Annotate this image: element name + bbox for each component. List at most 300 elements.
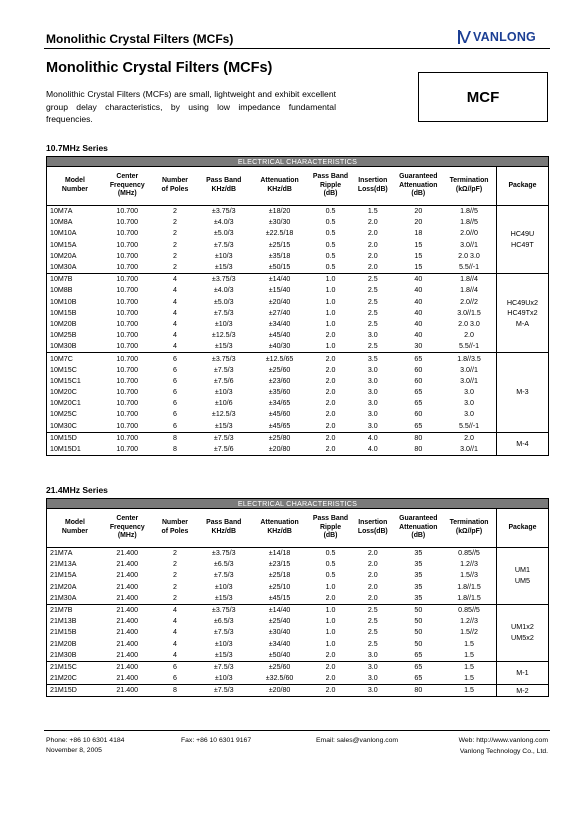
guaranteed-attenuation-cell: 35 xyxy=(394,593,442,605)
pass-band-cell: ±3.75/3 xyxy=(211,354,236,363)
poles-cell: 6 xyxy=(172,399,177,408)
column-header-line: Frequency xyxy=(109,523,145,531)
column-header-line: (kΩ//pF) xyxy=(455,186,483,193)
column-header-line: (dB) xyxy=(323,190,338,198)
model-cell: 21M15B xyxy=(50,628,77,637)
attenuation-cell: ±27/40 xyxy=(268,308,291,317)
poles-cell: 8 xyxy=(172,433,177,442)
frequency-cell: 21.400 xyxy=(103,685,152,697)
model-cell: 10M15C1 xyxy=(50,376,81,385)
frequency-cell: 10.700 xyxy=(116,251,139,260)
termination-cell: 3.0 xyxy=(464,410,474,419)
termination-cell: 1.8//5 xyxy=(460,207,478,216)
model-cell: 10M8A xyxy=(50,218,73,227)
attenuation-cell: ±22.5/18 xyxy=(265,229,294,238)
table-row xyxy=(47,421,549,433)
table-row xyxy=(47,297,549,308)
insertion-loss-cell: 2.5 xyxy=(367,639,378,648)
column-header-line: Loss(dB) xyxy=(357,528,388,535)
insertion-loss-cell: 2.5 xyxy=(367,275,378,284)
frequency-cell: 21.400 xyxy=(103,673,152,685)
package-cell xyxy=(496,353,548,432)
ripple-cell: 1.0 xyxy=(325,319,336,328)
ripple-cell: 2.0 xyxy=(325,376,336,385)
guaranteed-attenuation-cell: 80 xyxy=(394,444,442,456)
poles-cell: 4 xyxy=(172,617,177,626)
ripple-cell: 2.0 xyxy=(325,365,336,374)
guaranteed-attenuation-cell: 35 xyxy=(414,582,423,591)
poles-cell: 4 xyxy=(172,308,177,317)
termination-cell: 2.0 3.0 xyxy=(458,251,480,260)
spec-table-10-7mhz xyxy=(46,156,549,456)
ripple-cell: 0.5 xyxy=(325,560,336,569)
col-attenuation-header xyxy=(249,167,310,206)
ripple-cell: 2.0 xyxy=(310,421,351,433)
frequency-cell: 10.700 xyxy=(116,376,139,385)
table-row xyxy=(47,444,549,456)
guaranteed-attenuation-cell: 60 xyxy=(414,365,423,374)
col-poles-header xyxy=(152,167,199,206)
package-cell xyxy=(496,604,548,661)
model-cell: 21M7B xyxy=(50,606,73,615)
column-header-line: Ripple xyxy=(319,181,342,189)
termination-cell: 1.8//5 xyxy=(460,218,478,227)
guaranteed-attenuation-cell: 65 xyxy=(414,662,423,671)
model-cell: 21M15A xyxy=(50,571,77,580)
pass-band-cell: ±10/3 xyxy=(214,582,233,591)
table-row xyxy=(47,251,549,262)
table-row xyxy=(47,673,549,685)
frequency-cell: 10.700 xyxy=(103,421,152,433)
table-row xyxy=(47,217,549,228)
attenuation-cell: ±50/15 xyxy=(249,262,310,274)
pass-band-cell: ±7.5/6 xyxy=(213,376,234,385)
ripple-cell: 2.0 xyxy=(310,685,351,697)
pass-band-cell: ±3.75/3 xyxy=(211,207,236,216)
pass-band-cell: ±7.5/3 xyxy=(213,240,234,249)
column-header-line: Attenuation xyxy=(399,181,438,189)
pass-band-cell: ±15/3 xyxy=(198,421,249,433)
model-cell: 21M7A xyxy=(50,549,73,558)
col-ripple-header xyxy=(310,509,351,548)
pass-band-cell: ±15/3 xyxy=(198,593,249,605)
frequency-cell: 10.700 xyxy=(116,399,139,408)
attenuation-cell: ±45/40 xyxy=(268,331,291,340)
ripple-cell: 1.0 xyxy=(325,639,336,648)
frequency-cell: 21.400 xyxy=(116,617,139,626)
package-name: UM1x2 xyxy=(511,622,534,632)
termination-cell: 1.5//3 xyxy=(460,571,478,580)
column-header-line: of Poles xyxy=(161,528,189,535)
table-row xyxy=(47,661,549,673)
col-termination-header xyxy=(442,167,496,206)
guaranteed-attenuation-cell: 80 xyxy=(394,685,442,697)
table-row xyxy=(47,274,549,286)
attenuation-cell: ±23/60 xyxy=(268,376,291,385)
model-cell: 10M10B xyxy=(50,297,77,306)
model-cell: 10M25B xyxy=(50,331,77,340)
column-header-line: (dB) xyxy=(323,532,338,540)
poles-cell: 2 xyxy=(152,262,199,274)
frequency-cell: 21.400 xyxy=(116,582,139,591)
ripple-cell: 0.5 xyxy=(325,571,336,580)
poles-cell: 4 xyxy=(172,606,177,615)
ripple-cell: 2.0 xyxy=(325,388,336,397)
insertion-loss-cell: 2.5 xyxy=(367,628,378,637)
col-model-header xyxy=(47,509,103,548)
guaranteed-attenuation-cell: 15 xyxy=(414,240,423,249)
poles-cell: 2 xyxy=(152,593,199,605)
package-cell xyxy=(496,661,548,684)
termination-cell: 3.0//1 xyxy=(460,376,478,385)
poles-cell: 2 xyxy=(172,218,177,227)
model-cell: 10M30C xyxy=(47,421,103,433)
table-row xyxy=(47,387,549,398)
frequency-cell: 10.700 xyxy=(103,262,152,274)
package-name: UM5 xyxy=(514,575,531,585)
attenuation-cell: ±14/18 xyxy=(268,549,291,558)
table-row xyxy=(47,398,549,409)
ripple-cell: 2.0 xyxy=(310,444,351,456)
column-header-line: Pass Band xyxy=(312,173,349,181)
poles-cell: 4 xyxy=(172,331,177,340)
column-header-line: Loss(dB) xyxy=(357,186,388,193)
column-header-line: Number xyxy=(161,519,188,527)
pass-band-cell: ±6.5/3 xyxy=(213,560,234,569)
poles-cell: 2 xyxy=(172,571,177,580)
column-header-line: Ripple xyxy=(319,523,342,531)
guaranteed-attenuation-cell: 50 xyxy=(414,606,423,615)
column-header-line: Pass Band xyxy=(206,177,242,185)
poles-cell: 6 xyxy=(172,376,177,385)
insertion-loss-cell: 3.0 xyxy=(367,331,378,340)
attenuation-cell: ±45/15 xyxy=(249,593,310,605)
model-cell: 10M15D xyxy=(50,433,77,442)
vanlong-logo-icon xyxy=(458,30,472,44)
ripple-cell: 1.0 xyxy=(325,275,336,284)
table-row xyxy=(47,650,549,662)
guaranteed-attenuation-cell: 35 xyxy=(414,560,423,569)
attenuation-cell: ±50/40 xyxy=(249,650,310,662)
frequency-cell: 21.400 xyxy=(116,628,139,637)
ripple-cell: 0.5 xyxy=(325,251,336,260)
table-row xyxy=(47,228,549,239)
insertion-loss-cell: 3.0 xyxy=(367,365,378,374)
poles-cell: 6 xyxy=(172,410,177,419)
frequency-cell: 10.700 xyxy=(116,275,139,284)
table-row xyxy=(47,376,549,387)
termination-cell: 3.0 xyxy=(464,388,474,397)
section-title-21-4mhz: 21.4MHz Series xyxy=(46,485,108,495)
guaranteed-attenuation-cell: 30 xyxy=(394,341,442,353)
insertion-loss-cell: 4.0 xyxy=(351,444,394,456)
model-cell: 10M15C xyxy=(50,365,77,374)
column-header-line: Guaranteed xyxy=(399,173,438,181)
model-cell: 10M20B xyxy=(50,319,77,328)
poles-cell: 2 xyxy=(172,582,177,591)
col-package-header xyxy=(496,167,548,206)
pass-band-cell: ±10/3 xyxy=(214,388,233,397)
termination-cell: 0.85//5 xyxy=(458,606,480,615)
poles-cell: 2 xyxy=(172,229,177,238)
ripple-cell: 1.0 xyxy=(310,341,351,353)
col-package-header xyxy=(496,509,548,548)
guaranteed-attenuation-cell: 40 xyxy=(414,286,423,295)
model-cell: 10M30B xyxy=(47,341,103,353)
table-row xyxy=(47,685,549,697)
attenuation-cell: ±12.5/65 xyxy=(265,354,294,363)
pass-band-cell: ±7.5/3 xyxy=(213,662,234,671)
model-cell: 10M25C xyxy=(50,410,77,419)
frequency-cell: 21.400 xyxy=(103,593,152,605)
guaranteed-attenuation-cell: 40 xyxy=(414,331,423,340)
insertion-loss-cell: 3.0 xyxy=(351,685,394,697)
termination-cell: 1.8//1.5 xyxy=(442,593,496,605)
pass-band-cell: ±15/3 xyxy=(198,341,249,353)
header-title: Monolithic Crystal Filters (MCFs) xyxy=(46,32,234,46)
ripple-cell: 0.5 xyxy=(325,207,336,216)
insertion-loss-cell: 2.5 xyxy=(351,341,394,353)
insertion-loss-cell: 1.5 xyxy=(367,207,378,216)
pass-band-cell: ±10/3 xyxy=(214,251,233,260)
attenuation-cell: ±34/40 xyxy=(268,639,291,648)
pass-band-cell: ±12.5/3 xyxy=(211,331,236,340)
termination-cell: 1.5 xyxy=(442,650,496,662)
col-model-header xyxy=(47,167,103,206)
column-header-line: Guaranteed xyxy=(399,515,438,523)
column-header-line: KHz/dB xyxy=(267,186,292,193)
attenuation-cell: ±45/60 xyxy=(268,410,291,419)
insertion-loss-cell: 2.0 xyxy=(367,560,378,569)
table-row xyxy=(47,330,549,341)
table-row xyxy=(47,409,549,420)
guaranteed-attenuation-cell: 20 xyxy=(414,218,423,227)
insertion-loss-cell: 2.0 xyxy=(351,262,394,274)
frequency-cell: 10.700 xyxy=(116,388,139,397)
table-row xyxy=(47,548,549,560)
insertion-loss-cell: 2.0 xyxy=(367,582,378,591)
poles-cell: 2 xyxy=(172,207,177,216)
ripple-cell: 2.0 xyxy=(325,354,336,363)
model-cell: 10M15D1 xyxy=(47,444,103,456)
model-cell: 10M20C xyxy=(50,388,77,397)
attenuation-cell: ±15/40 xyxy=(268,286,291,295)
frequency-cell: 10.700 xyxy=(116,218,139,227)
model-cell: 10M15B xyxy=(50,308,77,317)
insertion-loss-cell: 2.5 xyxy=(367,297,378,306)
table-row xyxy=(47,627,549,638)
package-name: M-1 xyxy=(516,667,529,677)
attenuation-cell: ±20/40 xyxy=(268,297,291,306)
pass-band-cell: ±5.0/3 xyxy=(213,297,234,306)
column-header-line: Frequency xyxy=(109,181,145,189)
footer-company: Vanlong Technology Co., Ltd. xyxy=(459,748,548,755)
ripple-cell: 2.0 xyxy=(325,399,336,408)
footer-date: November 8, 2005 xyxy=(46,747,102,754)
poles-cell: 4 xyxy=(152,650,199,662)
frequency-cell: 10.700 xyxy=(103,341,152,353)
attenuation-cell: ±40/30 xyxy=(249,341,310,353)
ripple-cell: 1.0 xyxy=(325,308,336,317)
electrical-characteristics-band: ELECTRICAL CHARACTERISTICS xyxy=(47,157,549,167)
poles-cell: 4 xyxy=(172,639,177,648)
guaranteed-attenuation-cell: 35 xyxy=(414,571,423,580)
column-header-line: Insertion xyxy=(358,177,388,185)
guaranteed-attenuation-cell: 35 xyxy=(414,549,423,558)
frequency-cell: 10.700 xyxy=(116,240,139,249)
ripple-cell: 1.0 xyxy=(325,617,336,626)
package-cell xyxy=(496,685,548,697)
ripple-cell: 2.0 xyxy=(325,433,336,442)
poles-cell: 4 xyxy=(172,275,177,284)
package-cell xyxy=(496,432,548,455)
package-name: UM5x2 xyxy=(511,632,534,642)
termination-cell: 2.0//0 xyxy=(460,229,478,238)
ripple-cell: 0.5 xyxy=(325,229,336,238)
pass-band-cell: ±3.75/3 xyxy=(211,275,236,284)
pass-band-cell: ±7.5/3 xyxy=(213,628,234,637)
pass-band-cell: ±4.0/3 xyxy=(213,218,234,227)
model-cell: 10M20A xyxy=(50,251,77,260)
electrical-characteristics-band: ELECTRICAL CHARACTERISTICS xyxy=(47,499,549,509)
pass-band-cell: ±10/3 xyxy=(214,639,233,648)
column-header-line: (dB) xyxy=(411,532,426,540)
model-cell: 10M8B xyxy=(50,286,73,295)
attenuation-cell: ±14/40 xyxy=(268,606,291,615)
pass-band-cell: ±3.75/3 xyxy=(211,606,236,615)
termination-cell: 1.5 xyxy=(464,639,474,648)
model-cell: 21M13A xyxy=(50,560,77,569)
guaranteed-attenuation-cell: 40 xyxy=(414,275,423,284)
poles-cell: 4 xyxy=(172,319,177,328)
pass-band-cell: ±7.5/3 xyxy=(198,685,249,697)
model-cell: 21M30B xyxy=(47,650,103,662)
package-cell xyxy=(496,274,548,353)
table-row xyxy=(47,593,549,605)
termination-cell: 2.0 3.0 xyxy=(458,319,480,328)
footer-phone: Phone: +86 10 6301 4184 xyxy=(46,737,125,744)
col-frequency-header xyxy=(103,509,152,548)
table-row xyxy=(47,308,549,319)
model-cell: 10M15A xyxy=(50,240,77,249)
pass-band-cell: ±7.5/3 xyxy=(213,308,234,317)
package-name: M-4 xyxy=(516,438,529,448)
termination-cell: 1.8//4 xyxy=(460,286,478,295)
frequency-cell: 10.700 xyxy=(116,207,139,216)
insertion-loss-cell: 2.0 xyxy=(367,218,378,227)
table-row xyxy=(47,240,549,251)
guaranteed-attenuation-cell: 60 xyxy=(414,410,423,419)
attenuation-cell: ±14/40 xyxy=(268,275,291,284)
attenuation-cell: ±25/18 xyxy=(268,571,291,580)
guaranteed-attenuation-cell: 18 xyxy=(414,229,423,238)
model-cell: 10M7A xyxy=(50,207,73,216)
package-name: HC49Tx2 xyxy=(507,308,538,318)
attenuation-cell: ±25/60 xyxy=(268,365,291,374)
pass-band-cell: ±3.75/3 xyxy=(211,549,236,558)
poles-cell: 6 xyxy=(172,388,177,397)
insertion-loss-cell: 3.0 xyxy=(351,673,394,685)
guaranteed-attenuation-cell: 20 xyxy=(414,207,423,216)
insertion-loss-cell: 3.0 xyxy=(351,650,394,662)
ripple-cell: 0.5 xyxy=(310,262,351,274)
package-name: M-2 xyxy=(516,685,529,695)
model-cell: 21M20C xyxy=(47,673,103,685)
table-row xyxy=(47,262,549,274)
column-header-line: Termination xyxy=(449,519,489,527)
table-row xyxy=(47,432,549,444)
guaranteed-attenuation-cell: 65 xyxy=(414,399,423,408)
column-header-line: Insertion xyxy=(358,519,388,527)
poles-cell: 6 xyxy=(152,673,199,685)
column-header-line: Pass Band xyxy=(312,515,349,523)
termination-cell: 1.8//3.5 xyxy=(457,354,481,363)
column-header-line: KHz/dB xyxy=(211,528,236,535)
column-header-line: Pass Band xyxy=(206,519,242,527)
column-header-line: Attenuation xyxy=(260,519,299,527)
model-cell: 21M13B xyxy=(50,617,77,626)
termination-cell: 2.0 xyxy=(464,331,474,340)
pass-band-cell: ±5.0/3 xyxy=(213,229,234,238)
model-cell: 10M30A xyxy=(47,262,103,274)
attenuation-cell: ±25/80 xyxy=(268,433,291,442)
pass-band-cell: ±7.5/3 xyxy=(213,365,234,374)
column-header-line: (kΩ//pF) xyxy=(455,528,483,535)
col-frequency-header xyxy=(103,167,152,206)
model-cell: 21M15C xyxy=(50,662,77,671)
col-pass-band-header xyxy=(198,509,249,548)
frequency-cell: 21.400 xyxy=(116,549,139,558)
frequency-cell: 21.400 xyxy=(103,650,152,662)
insertion-loss-cell: 2.0 xyxy=(367,571,378,580)
attenuation-cell: ±25/15 xyxy=(268,240,291,249)
brand-name: VANLONG xyxy=(473,30,536,44)
column-header-line: Attenuation xyxy=(260,177,299,185)
guaranteed-attenuation-cell: 65 xyxy=(394,650,442,662)
insertion-loss-cell: 2.5 xyxy=(367,308,378,317)
attenuation-cell: ±35/60 xyxy=(268,388,291,397)
ripple-cell: 0.5 xyxy=(325,240,336,249)
frequency-cell: 21.400 xyxy=(116,639,139,648)
attenuation-cell: ±20/80 xyxy=(249,685,310,697)
ripple-cell: 2.0 xyxy=(325,662,336,671)
termination-cell: 1.2//3 xyxy=(460,560,478,569)
ripple-cell: 2.0 xyxy=(325,331,336,340)
col-pass-band-header xyxy=(198,167,249,206)
termination-cell: 5.5//-1 xyxy=(442,421,496,433)
insertion-loss-cell: 3.0 xyxy=(367,388,378,397)
table-row xyxy=(47,639,549,650)
page-title: Monolithic Crystal Filters (MCFs) xyxy=(46,60,273,76)
table-row xyxy=(47,285,549,296)
insertion-loss-cell: 3.5 xyxy=(367,354,378,363)
poles-cell: 6 xyxy=(172,354,177,363)
product-badge: MCF xyxy=(418,72,548,122)
guaranteed-attenuation-cell: 40 xyxy=(414,297,423,306)
column-header-line: (MHz) xyxy=(117,190,137,198)
column-header-line: Number xyxy=(61,186,88,193)
termination-cell: 3.0//1.5 xyxy=(457,308,481,317)
col-insertion-loss-header xyxy=(351,167,394,206)
termination-cell: 1.5 xyxy=(442,673,496,685)
guaranteed-attenuation-cell: 65 xyxy=(394,421,442,433)
table-row xyxy=(47,559,549,570)
attenuation-cell: ±34/40 xyxy=(268,319,291,328)
frequency-cell: 10.700 xyxy=(116,331,139,340)
pass-band-cell: ±7.5/3 xyxy=(213,433,234,442)
poles-cell: 4 xyxy=(172,286,177,295)
pass-band-cell: ±7.5/3 xyxy=(213,571,234,580)
